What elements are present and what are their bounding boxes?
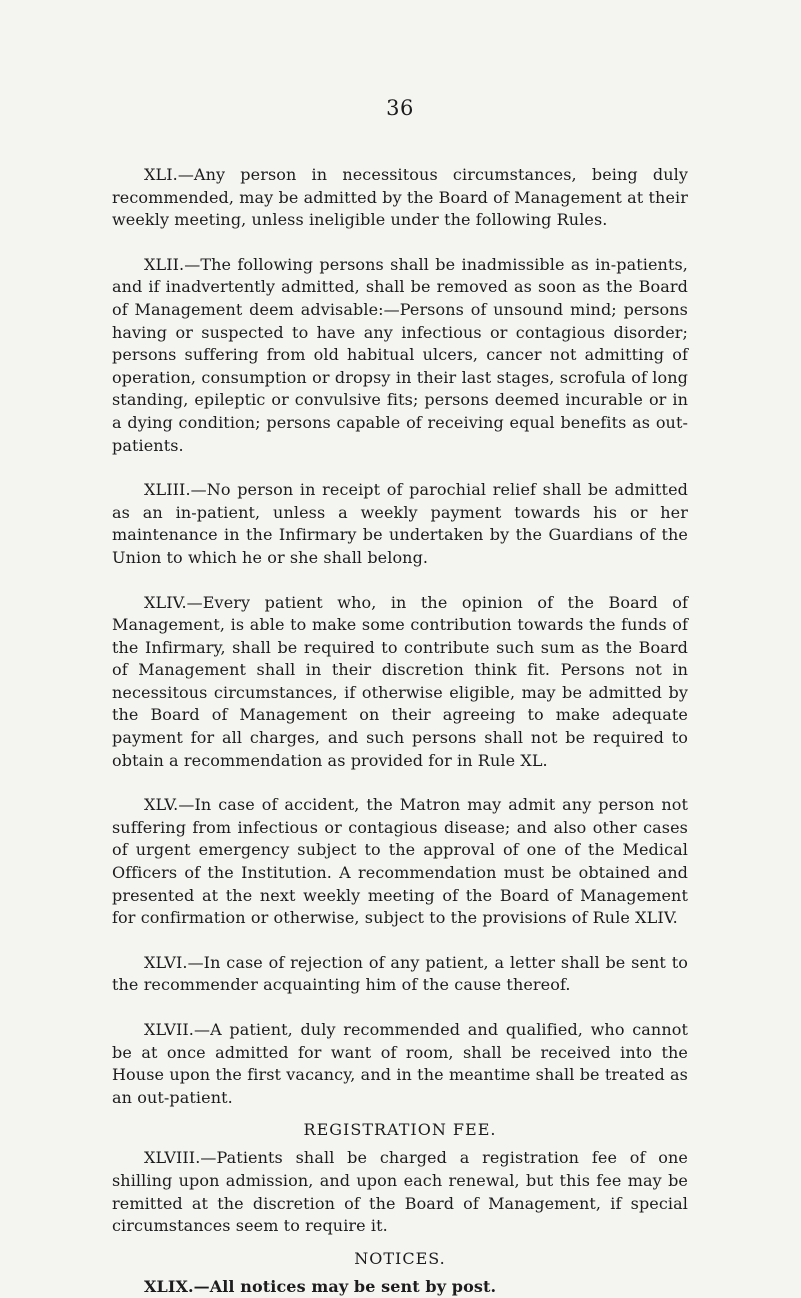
rule-xlviii: XLVIII.—Patients shall be charged a registration fee of one shilling upon admission, and upon each renewal, but this fee may be remitted at the discretion of the Board of Management, if special circumstances seem to require it. — [112, 1148, 688, 1236]
registration-fee-heading: REGISTRATION FEE. — [303, 1120, 497, 1140]
rule-xlv: XLV.—In case of accident, the Matron may admit any person not suffering from infectious or contagious disease; and also other cases of urgent emergency subject to the approval of one of the Medical Officers of the Institution. A recommendation must be obtained and presented at the next weekly meeting of the Board of Management for confirmation or otherwise, subject to the provisions of Rule XLIV. — [112, 795, 688, 928]
page-number: 36 — [386, 96, 414, 120]
rule-xlix: XLIX.—All notices may be sent by post. — [144, 1276, 497, 1296]
rule-xliv: XLIV.—Every patient who, in the opinion of the Board of Management, is able to make some contribution towards the funds of the Infirmary, shall be required to contribute such sum as the Board of Management shall in their discretion think fit. Persons not in necessitous circumstances, if otherwise eligible, may be admitted by the Board of Management on their agreeing to make adequate payment for all charges, and such persons shall not be required to obtain a recommendation as provided for in Rule XL. — [112, 592, 688, 770]
document-page — [112, 96, 688, 1298]
rule-xlii: XLII.—The following persons shall be inadmissible as in-patients, and if inadvertently admitted, shall be removed as soon as the Board of Management deem advisable:—Persons of unsound mind; persons having or suspected to have any infectious or contagious disorder; persons suffering from old habitual ulcers, cancer not admitting of operation, consumption or dropsy in their last stages, scrofula of long standing, epileptic or convulsive fits; persons deemed incurable or in a dying condition; persons capable of receiving equal benefits as out-patients. — [112, 254, 688, 455]
rule-xlvi: XLVI.—In case of rejection of any patient, a letter shall be sent to the recommender acquainting him of the cause thereof. — [112, 952, 688, 995]
rule-xli: XLI.—Any person in necessitous circumstances, being duly recommended, may be admitted by the Board of Management at their weekly meeting, unless ineligible under the following Rules. — [112, 165, 688, 230]
rule-xliii: XLIII.—No person in receipt of parochial relief shall be admitted as an in-patient, unless a weekly payment towards his or her maintenance in the Infirmary be undertaken by the Guardians of the Union to which he or she shall belong. — [112, 480, 688, 567]
notices-heading: NOTICES. — [354, 1248, 446, 1268]
rule-xlvii: XLVII.—A patient, duly recommended and qualified, who cannot be at once admitted for want of room, shall be received into the House upon the first vacancy, and in the meantime shall be treated as an out-patient. — [112, 1020, 688, 1107]
